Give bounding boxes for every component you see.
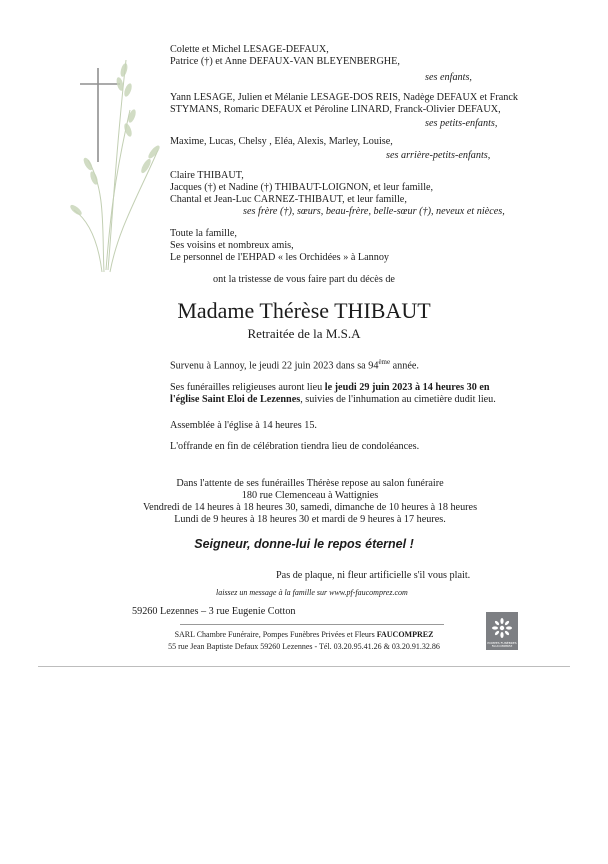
deceased-title: Retraitée de la M.S.A (247, 326, 361, 341)
family-line: Chantal et Jean-Luc CARNEZ-THIBAUT, et leur famille, (170, 194, 407, 205)
family-line: Ses voisins et nombreux amis, (170, 240, 294, 251)
flower-icon (490, 616, 514, 640)
flowers-note: Pas de plaque, ni fleur artificielle s'il vous plait. (276, 570, 471, 581)
footer-line-1: SARL Chambre Funéraire, Pompes Funèbres Privées et Fleurs FAUCOMPREZ (174, 630, 434, 639)
funeral-line-2: l'église Saint Eloi de Lezennes, suivies de l'inhumation au cimetière dudit lieu. (170, 394, 496, 405)
prayer: Seigneur, donne-lui le repos éternel ! (194, 537, 414, 551)
family-role: ses frère (†), sœurs, beau-frère, belle-sœur (†), neveux et nièces, (243, 206, 505, 217)
family-line: Patrice (†) et Anne DEFAUX-VAN BLEYENBERGHE, (170, 56, 400, 67)
visitation-line: Dans l'attente de ses funérailles Thérèse repose au salon funéraire (176, 478, 444, 489)
family-line: Yann LESAGE, Julien et Mélanie LESAGE-DOS REIS, Nadège DEFAUX et Franck (170, 92, 518, 103)
bottom-rule (38, 666, 570, 667)
announcement: ont la tristesse de vous faire part du décès de (213, 274, 395, 285)
death-notice: Survenu à Lannoy, le jeudi 22 juin 2023 dans sa 94ème année. (170, 358, 419, 372)
family-line: Maxime, Lucas, Chelsy , Eléa, Alexis, Marley, Louise, (170, 136, 393, 147)
cross-and-wheat-decoration (58, 40, 168, 280)
visitation-line: 180 rue Clemenceau à Wattignies (241, 490, 379, 501)
offering-note: L'offrande en fin de célébration tiendra lieu de condoléances. (170, 441, 420, 452)
family-line: Jacques (†) et Nadine (†) THIBAUT-LOIGNON, et leur famille, (170, 182, 434, 193)
footer-line-2: 55 rue Jean Baptiste Defaux 59260 Lezennes - Tél. 03.20.95.41.26 & 03.20.91.32.86 (168, 642, 440, 651)
family-line: Claire THIBAUT, (170, 170, 244, 181)
online-message-link[interactable]: laissez un message à la famille sur www.pf-faucomprez.com (216, 588, 408, 597)
family-line: Toute la famille, (170, 228, 237, 239)
funeral-line-1: Ses funérailles religieuses auront lieu le jeudi 29 juin 2023 à 14 heures 30 en (170, 382, 490, 393)
family-line: Colette et Michel LESAGE-DEFAUX, (170, 44, 329, 55)
address: 59260 Lezennes – 3 rue Eugenie Cotton (132, 606, 296, 617)
deceased-name: Madame Thérèse THIBAUT (177, 298, 431, 323)
family-role: ses petits-enfants, (425, 118, 498, 129)
visitation-line: Lundi de 9 heures à 18 heures 30 et mardi de 9 heures à 17 heures. (174, 514, 446, 525)
family-role: ses enfants, (425, 72, 472, 83)
family-role: ses arrière-petits-enfants, (386, 150, 491, 161)
assembly-time: Assemblée à l'église à 14 heures 15. (170, 420, 317, 431)
divider (180, 624, 444, 625)
faucomprez-logo: POMPES FUNÈBRES FAUCOMPREZ (486, 612, 518, 650)
family-line: STYMANS, Romaric DEFAUX et Péroline LINARD, Franck-Olivier DEFAUX, (170, 104, 501, 115)
visitation-line: Vendredi de 14 heures à 18 heures 30, samedi, dimanche de 10 heures à 18 heures (142, 502, 478, 513)
family-line: Le personnel de l'EHPAD « les Orchidées » à Lannoy (170, 252, 390, 263)
